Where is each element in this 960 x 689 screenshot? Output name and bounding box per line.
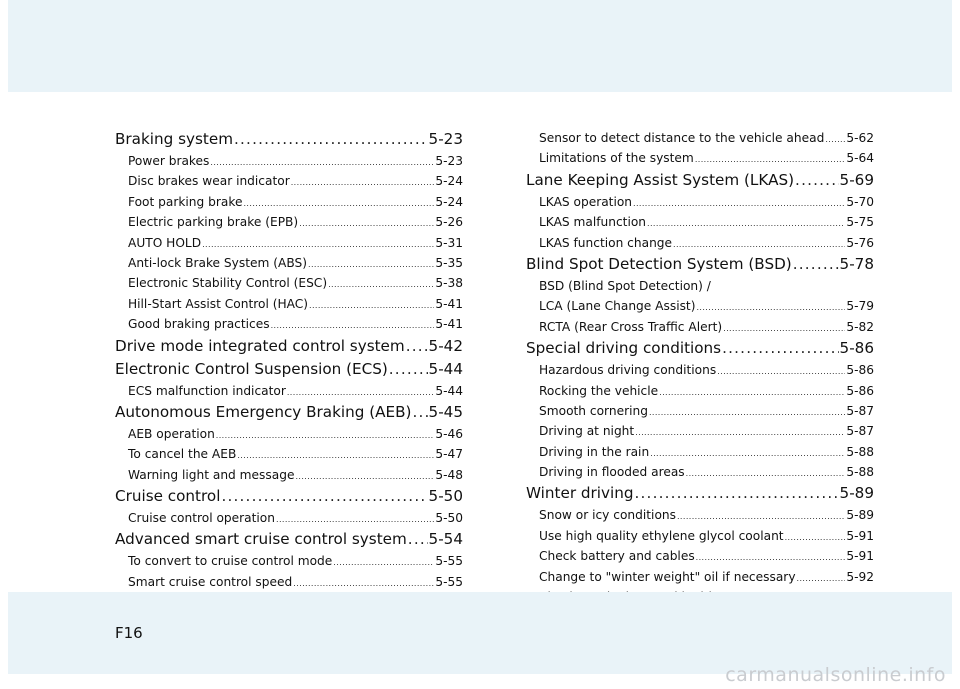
toc-entry <box>526 296 874 316</box>
toc-leader-dots <box>785 528 846 548</box>
toc-entry-page: 5-31 <box>435 235 463 250</box>
toc-entry-title: Anti-lock Brake System (ABS) <box>128 255 307 270</box>
toc-entry <box>526 148 874 168</box>
toc-entry <box>115 212 463 232</box>
toc-entry <box>526 276 874 296</box>
toc-leader-dots <box>696 298 845 318</box>
toc-entry-page: 5-50 <box>428 487 463 506</box>
toc-entry-title: Check battery and cables <box>539 549 695 564</box>
toc-entry-title: Autonomous Emergency Braking (AEB) <box>115 402 412 421</box>
toc-entry-title: Hazardous driving conditions <box>539 363 717 378</box>
toc-leader-dots <box>717 362 845 382</box>
toc-entry-title: Braking system <box>115 130 233 148</box>
toc-entry-page: 5-35 <box>435 255 463 270</box>
toc-entry-page: 5-86 <box>839 339 874 358</box>
toc-entry-page: 5-79 <box>846 299 874 314</box>
toc-entry <box>115 273 463 293</box>
toc-leader-dots <box>221 485 427 508</box>
toc-entry-page: 5-92 <box>846 569 874 584</box>
toc-leader-dots <box>793 253 839 276</box>
toc-entry-page: 5-23 <box>435 154 463 168</box>
toc-entry-page: 5-24 <box>435 174 463 189</box>
toc-entry <box>526 421 874 441</box>
toc-leader-dots <box>722 337 838 360</box>
toc-entry-title: Smooth cornering <box>539 403 648 418</box>
toc-leader-dots <box>696 548 846 568</box>
toc-entry-page: 5-86 <box>846 383 874 398</box>
toc-entry-page: 5-91 <box>846 528 874 543</box>
toc-leader-dots <box>202 235 434 255</box>
toc-leader-dots <box>686 464 846 484</box>
toc-entry-title: Special driving conditions <box>526 339 722 358</box>
toc-entry-title: LCA (Lane Change Assist) <box>539 299 696 314</box>
toc-entry <box>115 233 463 253</box>
toc-entry <box>115 314 463 334</box>
toc-section-entry <box>115 358 463 381</box>
toc-entry <box>526 462 874 482</box>
toc-entry-title: Good braking practices <box>128 317 270 332</box>
toc-leader-dots <box>216 426 435 446</box>
toc-entry-title: Foot parking brake <box>128 194 243 209</box>
toc-entry-page: 5-62 <box>846 131 874 145</box>
toc-entry <box>115 465 463 485</box>
toc-entry-page: 5-54 <box>428 530 463 549</box>
toc-leader-dots <box>271 316 435 336</box>
toc-entry <box>526 212 874 232</box>
toc-entry-title: RCTA (Rear Cross Traffic Alert) <box>539 319 723 334</box>
toc-leader-dots <box>797 569 846 589</box>
header-band <box>8 0 952 92</box>
toc-entry-page: 5-47 <box>435 447 463 462</box>
toc-entry-page: 5-55 <box>435 574 463 589</box>
toc-leader-dots <box>406 335 428 358</box>
toc-entry-title: Use high quality ethylene glycol coolant <box>539 528 784 543</box>
toc-entry-page: 5-41 <box>435 296 463 311</box>
toc-entry <box>115 294 463 314</box>
toc-entry <box>115 444 463 464</box>
toc-entry <box>526 192 874 212</box>
toc-leader-dots <box>673 235 845 255</box>
toc-entry-page: 5-89 <box>839 484 874 503</box>
toc-entry-title: Sensor to detect distance to the vehicle ahead <box>539 131 825 145</box>
toc-section-entry <box>526 482 874 505</box>
toc-leader-dots <box>649 403 845 423</box>
toc-section-entry <box>526 337 874 360</box>
toc-entry-title: BSD (Blind Spot Detection) / <box>539 278 711 293</box>
toc-leader-dots <box>825 130 845 150</box>
toc-leader-dots <box>328 275 434 295</box>
toc-section-entry <box>115 485 463 508</box>
toc-column-right <box>526 128 874 628</box>
toc-entry-title: AEB operation <box>128 426 215 441</box>
toc-entry <box>115 424 463 444</box>
toc-leader-dots <box>308 255 434 275</box>
toc-entry-title: Winter driving <box>526 484 634 503</box>
toc-entry-page: 5-88 <box>846 444 874 459</box>
toc-leader-dots <box>287 383 434 403</box>
toc-entry <box>526 505 874 525</box>
toc-leader-dots <box>309 296 434 316</box>
toc-leader-dots <box>210 153 434 173</box>
toc-entry-title: Blind Spot Detection System (BSD) <box>526 254 792 273</box>
toc-entry <box>526 546 874 566</box>
toc-entry <box>115 508 463 528</box>
toc-leader-dots <box>295 467 434 487</box>
footer-band <box>8 592 952 674</box>
toc-leader-dots <box>634 482 838 505</box>
toc-entry-page: 5-86 <box>846 363 874 378</box>
toc-entry-page: 5-78 <box>839 254 874 273</box>
toc-leader-dots <box>389 358 428 381</box>
toc-entry-page: 5-44 <box>435 383 463 398</box>
toc-entry <box>526 317 874 337</box>
toc-entry-title: Advanced smart cruise control system <box>115 530 407 549</box>
toc-entry <box>115 253 463 273</box>
toc-entry-title: LKAS function change <box>539 235 673 250</box>
toc-entry-page: 5-70 <box>846 194 874 209</box>
toc-entry-title: Smart cruise control speed <box>128 574 293 589</box>
toc-entry-page: 5-50 <box>435 511 463 526</box>
toc-entry <box>526 233 874 253</box>
toc-entry-page: 5-76 <box>846 235 874 250</box>
toc-entry <box>526 526 874 546</box>
toc-entry-page: 5-42 <box>428 336 463 355</box>
toc-leader-dots <box>650 444 845 464</box>
toc-entry-title: Electronic Stability Control (ESC) <box>128 276 328 291</box>
toc-entry <box>115 551 463 571</box>
page-number: F16 <box>115 624 143 642</box>
toc-entry <box>526 360 874 380</box>
toc-entry <box>115 151 463 171</box>
toc-entry-page: 5-24 <box>435 194 463 209</box>
toc-section-entry <box>115 528 463 551</box>
toc-entry-page: 5-88 <box>846 465 874 480</box>
toc-entry-title: Drive mode integrated control system <box>115 336 405 355</box>
toc-entry-page: 5-87 <box>846 403 874 418</box>
toc-entry-title: LKAS operation <box>539 194 633 209</box>
toc-entry-title: Rocking the vehicle <box>539 383 659 398</box>
toc-section-entry <box>526 253 874 276</box>
toc-entry-title: Power brakes <box>128 154 210 168</box>
toc-entry <box>526 442 874 462</box>
toc-leader-dots <box>795 169 838 192</box>
toc-leader-dots <box>659 383 845 403</box>
toc-leader-dots <box>333 553 434 573</box>
toc-entry-title: Warning light and message <box>128 467 295 482</box>
toc-leader-dots <box>234 128 428 151</box>
toc-entry-title: To convert to cruise control mode <box>128 554 333 569</box>
toc-entry-page: 5-69 <box>839 170 874 189</box>
toc-entry-title: Cruise control <box>115 487 221 506</box>
toc-leader-dots <box>723 319 845 339</box>
toc-leader-dots <box>276 510 434 530</box>
toc-leader-dots <box>408 528 428 551</box>
toc-leader-dots <box>412 401 427 424</box>
toc-entry-page: 5-48 <box>435 467 463 482</box>
toc-section-entry <box>526 169 874 192</box>
toc-entry-page: 5-75 <box>846 215 874 230</box>
toc-entry-title: Lane Keeping Assist System (LKAS) <box>526 170 795 189</box>
watermark: carmanualsonline.info <box>725 664 946 686</box>
toc-entry-title: Disc brakes wear indicator <box>128 174 290 189</box>
toc-column-left <box>115 128 463 633</box>
toc-entry-title: LKAS malfunction <box>539 215 647 230</box>
toc-section-entry <box>115 128 463 151</box>
toc-entry-page: 5-91 <box>846 549 874 564</box>
toc-entry <box>526 128 874 148</box>
toc-entry-page: 5-45 <box>428 402 463 421</box>
toc-entry-title: Snow or icy conditions <box>539 508 676 523</box>
toc-entry <box>526 401 874 421</box>
toc-leader-dots <box>647 214 845 234</box>
toc-entry-title: Driving at night <box>539 424 635 439</box>
toc-entry-page: 5-55 <box>435 554 463 569</box>
toc-leader-dots <box>291 173 435 193</box>
toc-entry-title: Hill-Start Assist Control (HAC) <box>128 296 309 311</box>
toc-entry-page: 5-38 <box>435 276 463 291</box>
toc-entry-title: Change to "winter weight" oil if necessary <box>539 569 796 584</box>
toc-leader-dots <box>677 507 845 527</box>
toc-entry-page: 5-26 <box>435 215 463 230</box>
toc-entry-title: ECS malfunction indicator <box>128 383 286 398</box>
toc-entry-page: 5-87 <box>846 424 874 439</box>
toc-entry <box>526 567 874 587</box>
toc-entry <box>115 572 463 592</box>
toc-leader-dots <box>635 423 845 443</box>
toc-entry-page: 5-89 <box>846 508 874 523</box>
toc-entry-title: Limitations of the system <box>539 151 694 166</box>
toc-leader-dots <box>243 194 434 214</box>
toc-entry-title: Driving in flooded areas <box>539 465 685 480</box>
toc-entry-title: Cruise control operation <box>128 511 275 526</box>
toc-entry-page: 5-64 <box>846 151 874 166</box>
toc-leader-dots <box>695 150 846 170</box>
toc-entry <box>526 381 874 401</box>
toc-entry <box>115 192 463 212</box>
toc-entry-page: 5-23 <box>428 130 463 148</box>
toc-leader-dots <box>237 446 434 466</box>
toc-entry-title: Driving in the rain <box>539 444 650 459</box>
toc-entry-page: 5-44 <box>428 359 463 378</box>
toc-section-entry <box>115 335 463 358</box>
toc-entry <box>115 381 463 401</box>
toc-leader-dots <box>299 214 434 234</box>
toc-entry-page: 5-46 <box>435 426 463 441</box>
toc-leader-dots <box>633 194 845 214</box>
toc-entry-page: 5-41 <box>435 317 463 332</box>
toc-entry <box>115 171 463 191</box>
toc-entry-page: 5-82 <box>846 319 874 334</box>
toc-entry-title: AUTO HOLD <box>128 235 202 250</box>
toc-entry-title: Electric parking brake (EPB) <box>128 215 299 230</box>
toc-section-entry <box>115 401 463 424</box>
toc-entry-title: To cancel the AEB <box>128 447 237 462</box>
toc-entry-title: Electronic Control Suspension (ECS) <box>115 359 388 378</box>
